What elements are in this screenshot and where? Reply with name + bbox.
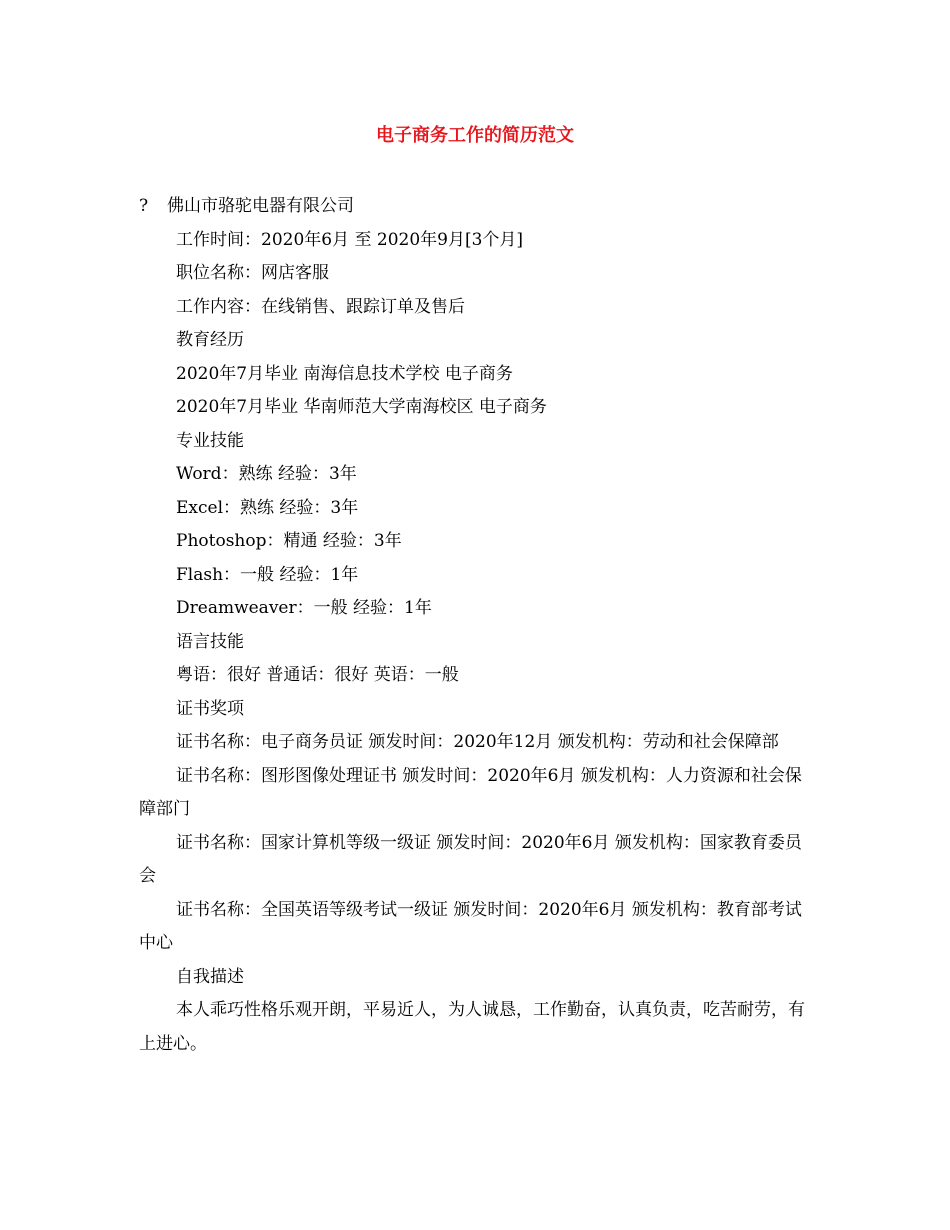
document-title: 电子商务工作的简历范文	[376, 125, 574, 146]
company-name: 佛山市骆驼电器有限公司	[167, 196, 354, 216]
section-heading-certificates: 证书奖项	[176, 698, 244, 719]
education-item: 2020年7月毕业 华南师范大学南海校区 电子商务	[176, 397, 547, 417]
section-heading-skills: 专业技能	[176, 430, 244, 451]
skill-item: Dreamweaver：一般 经验：1年	[176, 598, 432, 618]
bullet-glyph: ?	[139, 196, 149, 216]
language-item: 粤语：很好 普通话：很好 英语：一般	[176, 665, 459, 685]
job-content: 工作内容：在线销售、跟踪订单及售后	[176, 296, 465, 317]
skill-item: Photoshop：精通 经验：3年	[176, 531, 402, 551]
skill-item: Excel：熟练 经验：3年	[176, 497, 359, 518]
section-heading-language: 语言技能	[176, 631, 244, 652]
skill-item: Flash：一般 经验：1年	[176, 564, 359, 585]
job-title: 职位名称：网店客服	[176, 263, 329, 283]
company-line	[139, 190, 815, 224]
certificate-item: 证书名称：全国英语等级考试一级证 颁发时间：2020年6月 颁发机构：教育部考试中心	[139, 899, 802, 953]
self-description: 本人乖巧性格乐观开朗，平易近人，为人诚恳，工作勤奋，认真负责，吃苦耐劳，有上进心。	[139, 1000, 805, 1054]
certificate-item: 证书名称：电子商务员证 颁发时间：2020年12月 颁发机构：劳动和社会保障部	[176, 732, 779, 752]
skill-item: Word：熟练 经验：3年	[176, 464, 357, 484]
certificate-item: 证书名称：图形图像处理证书 颁发时间：2020年6月 颁发机构：人力资源和社会保障部门	[139, 765, 802, 819]
education-item: 2020年7月毕业 南海信息技术学校 电子商务	[176, 363, 513, 384]
certificate-item: 证书名称：国家计算机等级一级证 颁发时间：2020年6月 颁发机构：国家教育委员会	[139, 832, 802, 886]
section-heading-education: 教育经历	[176, 330, 244, 350]
resume-body	[139, 190, 815, 1061]
section-heading-self: 自我描述	[176, 966, 244, 987]
work-time: 工作时间：2020年6月 至 2020年9月[3个月]	[176, 229, 524, 250]
